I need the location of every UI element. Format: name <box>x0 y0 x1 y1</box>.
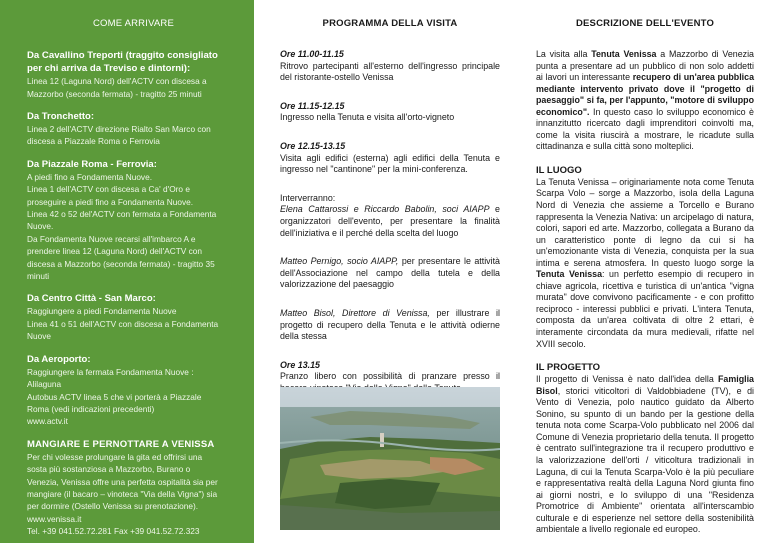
phone-fax: Tel. +39 041.52.72.281 Fax +39 041.52.72.323 <box>27 526 200 537</box>
text-run: La visita alla <box>536 49 592 59</box>
section-line: minuti <box>27 271 50 282</box>
section-mangiare <box>27 439 240 538</box>
section-line: Linea 1 dell'ACTV con discesa a Ca' d'Oro e <box>27 184 190 195</box>
program-text: Pranzo libero con possibilità di pranzare presso il <box>280 371 500 382</box>
section-line: Mazzorbo (seconda fermata) - tragitto 25 minuti <box>27 88 202 99</box>
section-line: Raggiungere a piedi Fondamenta Nuove <box>27 306 177 317</box>
program-item <box>280 308 500 343</box>
section-title: per chi arriva da Treviso e dintorni): <box>27 62 191 74</box>
section-tronchetto <box>27 111 240 148</box>
program-text: Ritrovo partecipanti all'esterno dell'ingresso principale del ristorante-ostello Venissa <box>280 60 500 83</box>
section-line: proseguire a piedi fino a Fondamenta Nuove. <box>27 196 194 207</box>
program-item <box>280 193 500 239</box>
venissa-name: Tenuta Venissa <box>536 269 603 280</box>
description-column <box>514 0 768 543</box>
text-run: , storici viticoltori di Valdobbiadene (TV), e di Vento di Venezia, polo nautico guidato da Alberto Sonino, su spunto di un bando per la gestione della tenuta nota come Scarpa-Volo pubblicato nel 2006 dal Comune di Venezia proprietario della tenuta. Il progetto è centrato sull'integrazione tra il recupero produttivo e la valorizzazione dell'orti / viticoltura tradizionali in Laguna, di cui la Tenuta Scarpa-Volo è la più peculiare e rappresentativa realtà della Laguna Nord giunta fino ai giorni nostri, e lo sviluppo di una "Residenza Promotrice di Ambiente" orientata all'interscambio culturale e di esperienze nel settore della sostenibilità ambientale a livello regionale ed europeo. <box>536 385 754 535</box>
section-line: Venezia, Venissa offre una perfetta ospitalità sia per <box>27 476 218 487</box>
program-text: Visita agli edifici (esterna) agli edifici della Tenuta e ingresso nel "cantinone" per la mini-conferenza. <box>280 152 500 175</box>
section-line: discesa a Piazzale Roma o Ferrovia <box>27 136 160 147</box>
program-text <box>280 308 500 343</box>
section-line: mangiare (il bacaro – vinoteca "Via della Vigna") sia <box>27 488 218 499</box>
program-text <box>280 204 500 239</box>
aerial-photo-drawing <box>280 387 500 530</box>
program-time: Ore 13.15 <box>280 359 320 370</box>
intro-paragraph <box>536 49 754 153</box>
speaker-role: e organizzatori dell'evento, per presentare la finalità dell'iniziativa e il perché della scelta del luogo <box>280 204 500 238</box>
text-run: a Mazzorbo di Venezia punta a presentare ad un pubblico di non solo addetti ai lavori un interessante <box>536 49 754 83</box>
program-item <box>280 101 500 124</box>
luogo-title: IL LUOGO <box>536 164 582 176</box>
speakers-lead: Interverranno: <box>280 192 336 203</box>
program-time: Ore 11.00-11.15 <box>280 49 344 59</box>
section-line: Nuove. <box>27 221 54 232</box>
section-line: sosta più sostanziosa a Mazzorbo, Burano o <box>27 464 191 475</box>
text-run: : un perfetto esempio di recupero in chiave agricola, ricettiva e turistica di un'antica "vigna murata" dove convivono pacificamente - e con profitto reciproco - interessi pubblici e privati. L'intera Tenuta, composta da un'area coltivata di oltre 2 ettari, è interamente circondata da mura medievali, rifatte nel XVIII secolo. <box>536 269 754 349</box>
speaker-names: Elena Cattarossi e Riccardo Babolin, soci AIAPP <box>280 204 490 215</box>
key-phrase: recupero di un'area pubblica mediante intervento privato dove il "progetto di paesaggio" si fa, per l'appunto, "motore di sviluppo economico". <box>536 72 755 117</box>
venissa-link[interactable]: www.venissa.it <box>27 513 82 524</box>
section-aeroporto <box>27 354 240 428</box>
program-item <box>280 141 500 176</box>
section-line: prendere linea 12 (Laguna Nord) dell'ACTV con <box>27 246 203 257</box>
section-line: Roma (vedi indicazioni precedenti) <box>27 403 155 414</box>
program-text: Ingresso nella Tenuta e visita all'orto-vigneto <box>280 112 455 123</box>
venissa-name: Tenuta Venissa <box>591 49 657 59</box>
section-title: Da Cavallino Treporti (traggito consigliato <box>27 50 218 61</box>
section-line: Alilaguna <box>27 379 62 390</box>
how-to-arrive-column <box>0 0 254 543</box>
text-run: In questo caso lo sviluppo economico è innanzitutto ricercato dagli imprenditori coinvolti ma, come la visita riuscirà a mostrare, le ricadute sulla cittadinanza e sulla città sono molteplici. <box>536 106 754 152</box>
text-run: Il progetto di Venissa è nato dall'idea della <box>536 374 718 385</box>
section-line: Raggiungere la fermata Fondamenta Nuove : <box>27 366 194 377</box>
section-title: Da Piazzale Roma - Ferrovia: <box>27 158 157 170</box>
section-title: Da Aeroporto: <box>27 353 91 365</box>
section-title: MANGIARE E PERNOTTARE A VENISSA <box>27 438 215 450</box>
program-time: Ore 11.15-12.15 <box>280 100 345 111</box>
section-line: Linea 41 o 51 dell'ACTV con discesa a Fondamenta <box>27 318 219 329</box>
description-header: DESCRIZIONE DELL'EVENTO <box>575 18 715 29</box>
bisol-name: Famiglia Bisol <box>536 374 754 396</box>
section-line: Linea 2 dell'ACTV direzione Rialto San Marco con <box>27 124 211 134</box>
section-line: A piedi fino a Fondamenta Nuove. <box>27 171 152 182</box>
actv-link[interactable]: www.actv.it <box>27 416 68 427</box>
section-title: Da Tronchetto: <box>27 111 95 122</box>
text-run: La Tenuta Venissa – originariamente nota come Tenuta Scarpa Volo – sorge a Mazzorbo, isola della Laguna Nord di Venezia che assieme a Torcello e Burano rappresenta la Venezia Nativa: un arcipelago di natura, colori, sapori ed arte. Mazzorbo, collegata a Burano da un caratteristico ponte di legno da cui si ha un'emozionante vista di Venezia, conquista per la sua intima e serena atmosfera. In questo luogo sorge la <box>536 176 754 268</box>
speaker-role: per illustrare il progetto di recupero della Tenuta e le attività odierne della stessa <box>280 307 500 342</box>
section-line: Nuove <box>27 331 51 342</box>
section-cavallino <box>27 50 240 100</box>
program-item <box>280 49 500 84</box>
section-line: Linea 12 (Laguna Nord) dell'ACTV con discesa a <box>27 76 207 87</box>
speaker-role: per presentare le attività dell'Associazione nel campo della tutela e della valorizzazione del paesaggio <box>280 256 500 290</box>
section-line: discesa a Mazzorbo (seconda fermata) - tragitto 35 <box>27 258 215 269</box>
section-line: Per chi volesse prolungare la gita ed offrirsi una <box>27 451 203 462</box>
program-time: Ore 12.15-13.15 <box>280 140 346 151</box>
luogo-paragraph <box>536 177 754 350</box>
section-line: Da Fondamenta Nuove recarsi all'imbarco A e <box>27 233 196 244</box>
section-title: Da Centro Città - San Marco: <box>27 293 156 305</box>
section-line: Autobus ACTV linea 5 che vi porterà a Piazzale <box>27 391 202 402</box>
how-to-arrive-header: COME ARRIVARE <box>92 18 175 29</box>
speaker-names: Matteo Bisol, Direttore di Venissa, <box>280 307 430 318</box>
section-piazzale-roma <box>27 159 240 283</box>
program-text <box>280 256 500 291</box>
progetto-paragraph <box>536 374 754 536</box>
program-item <box>280 256 500 291</box>
aerial-photo <box>280 387 500 530</box>
speaker-names: Matteo Pernigo, socio AIAPP, <box>280 256 399 267</box>
section-line: Linea 42 o 52 del'ACTV con fermata a Fondamenta <box>27 209 217 220</box>
section-centro-citta <box>27 293 240 342</box>
progetto-title: IL PROGETTO <box>536 362 601 374</box>
section-line: per dormire (Ostello Venissa su prenotazione). <box>27 501 199 512</box>
program-header: PROGRAMMA DELLA VISITA <box>322 18 458 29</box>
